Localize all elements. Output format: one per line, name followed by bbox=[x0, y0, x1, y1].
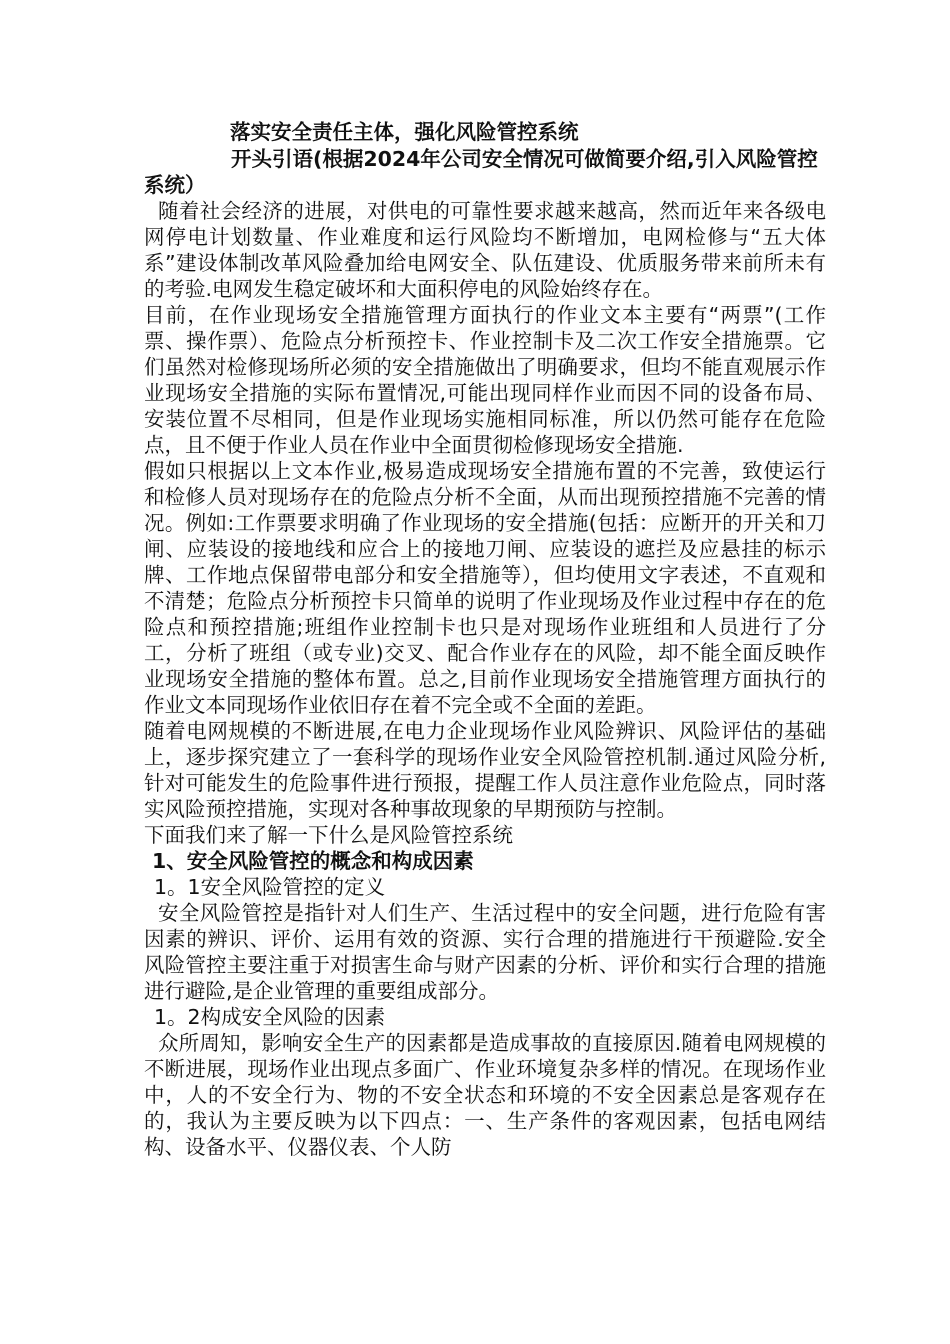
paragraph-3: 假如只根据以上文本作业,极易造成现场安全措施布置的不完善，致使运行和检修人员对现场存在的危险点分析不全面，从而出现预控措施不完善的情况。例如:工作票要求明确了作业现场的安全措施(包括：应断开的开关和刀闸、应装设的接地线和应合上的接地刀闸、应装设的遮拦及应悬挂的标示牌、工作地点保留带电部分和安全措施等），但均使用文字表述，不直观和不清楚；危险点分析预控卡只简单的说明了作业现场及作业过程中存在的危险点和预控措施;班组作业控制卡也只是对现场作业班组和人员进行了分工，分析了班组（或专业)交叉、配合作业存在的风险，却不能全面反映作业现场安全措施的整体布置。总之,目前作业现场安全措施管理方面执行的作业文本同现场作业依旧存在着不完全或不全面的差距。 bbox=[144, 459, 826, 717]
section-1-2-text: 众所周知，影响安全生产的因素都是造成事故的直接原因.随着电网规模的不断进展，现场作业出现点多面广、作业环境复杂多样的情况。在现场作业中，人的不安全行为、物的不安全状态和环境的不安全因素总是客观存在的，我认为主要反映为以下四点：一、生产条件的客观因素，包括电网结构、设备水平、仪器仪表、个人防 bbox=[144, 1031, 826, 1159]
paragraph-5: 下面我们来了解一下什么是风险管控系统 bbox=[144, 823, 513, 847]
intro-heading: 开头引语(根据2024年公司安全情况可做简要介绍,引入风险管控系统） bbox=[144, 147, 818, 197]
paragraph-2: 目前，在作业现场安全措施管理方面执行的作业文本主要有“两票”(工作票、操作票）、危险点分析预控卡、作业控制卡及二次工作安全措施票。它们虽然对检修现场所必须的安全措施做出了明确要求，但均不能直观展示作业现场安全措施的实际布置情况,可能出现同样作业而因不同的设备布局、安装位置不尽相同，但是作业现场实施相同标准，所以仍然可能存在危险点，且不便于作业人员在作业中全面贯彻检修现场安全措施. bbox=[144, 303, 826, 457]
document-page bbox=[144, 118, 826, 1160]
paragraph-1: 随着社会经济的进展，对供电的可靠性要求越来越高，然而近年来各级电网停电计划数量、作业难度和运行风险均不断增加，电网检修与“五大体系”建设体制改革风险叠加给电网安全、队伍建设、优质服务带来前所未有的考验.电网发生稳定破坏和大面积停电的风险始终存在。 bbox=[144, 199, 826, 301]
section-1-2-heading: 1。2构成安全风险的因素 bbox=[154, 1005, 386, 1029]
paragraph-4: 随着电网规模的不断进展,在电力企业现场作业风险辨识、风险评估的基础上，逐步探究建立了一套科学的现场作业安全风险管控机制.通过风险分析,针对可能发生的危险事件进行预报，提醒工作人员注意作业危险点，同时落实风险预控措施，实现对各种事故现象的早期预防与控制。 bbox=[144, 719, 826, 821]
section-1-heading: 1、安全风险管控的概念和构成因素 bbox=[152, 849, 474, 873]
section-1-1-text: 安全风险管控是指针对人们生产、生活过程中的安全问题，进行危险有害因素的辨识、评价、运用有效的资源、实行合理的措施进行干预避险.安全风险管控主要注重于对损害生命与财产因素的分析、评价和实行合理的措施进行避险,是企业管理的重要组成部分。 bbox=[144, 901, 826, 1003]
document-title: 落实安全责任主体，强化风险管控系统 bbox=[230, 120, 579, 144]
section-1-1-heading: 1。1安全风险管控的定义 bbox=[154, 875, 386, 899]
